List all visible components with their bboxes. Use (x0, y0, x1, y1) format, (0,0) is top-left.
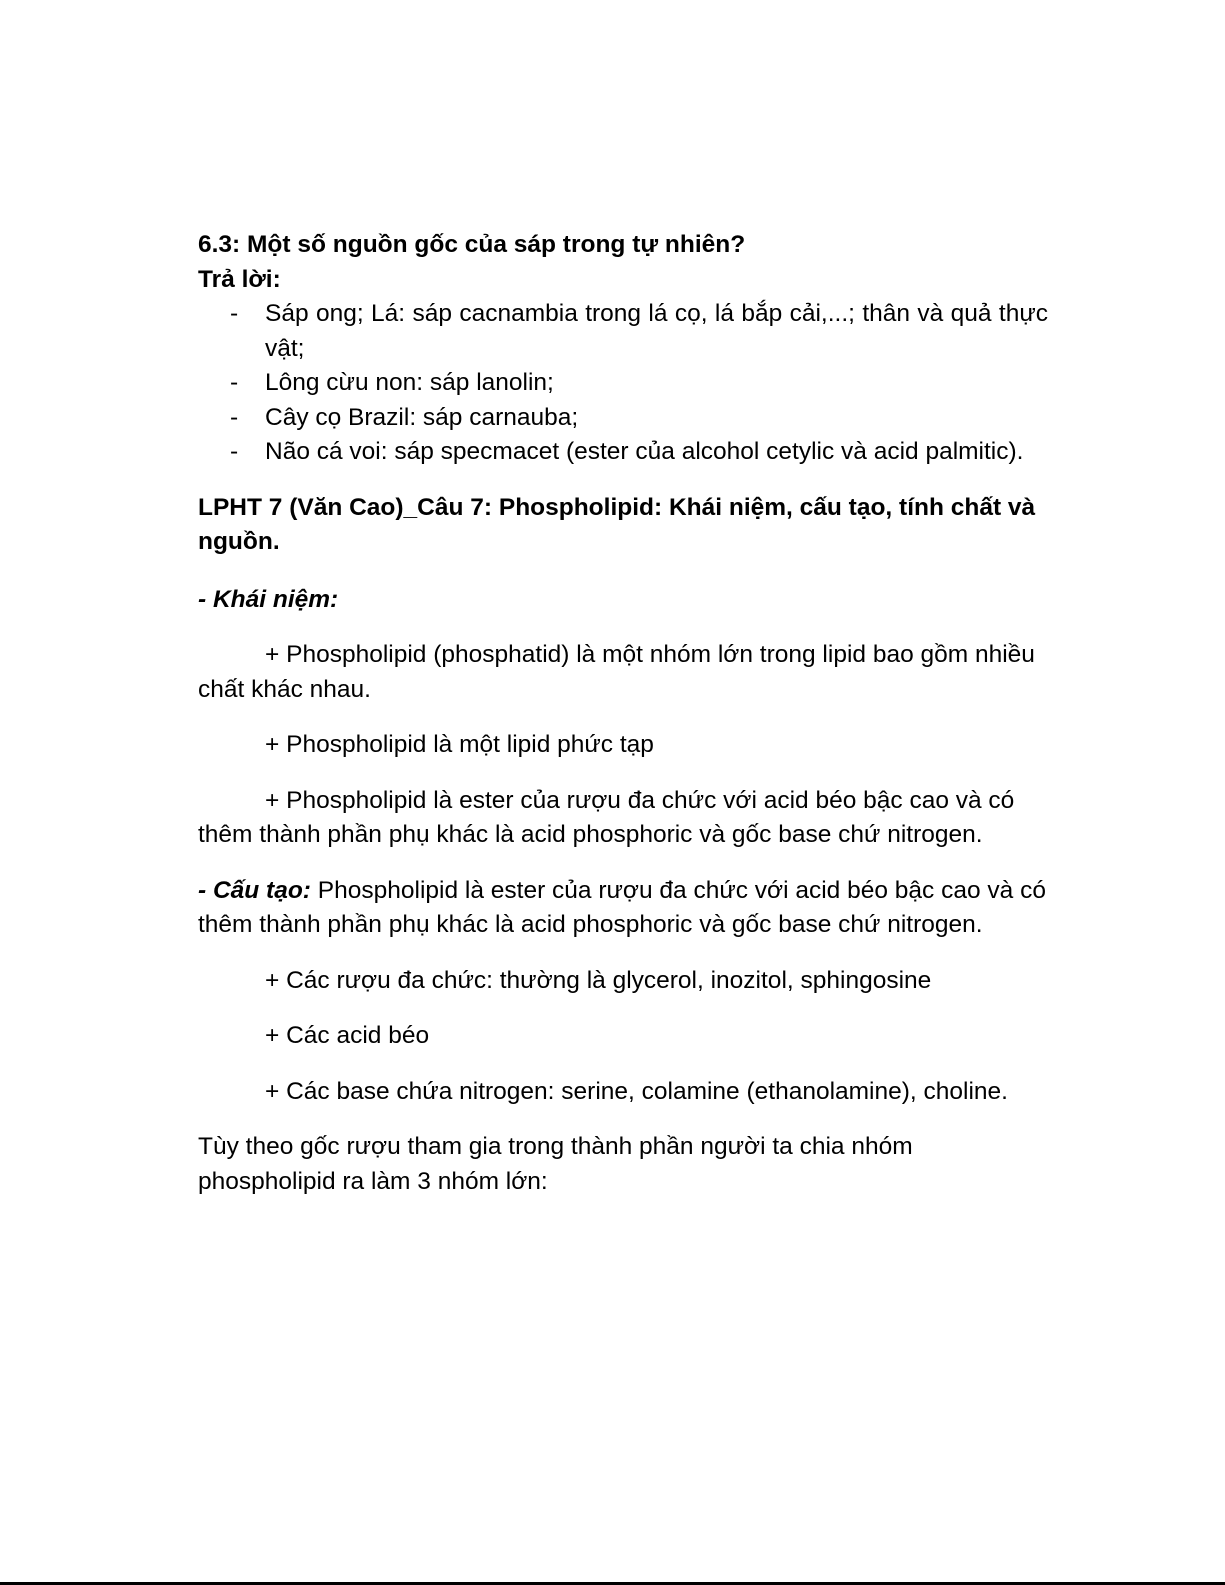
concept-point: + Phospholipid (phosphatid) là một nhóm lớn trong lipid bao gồm nhiều chất khác nhau. (198, 641, 1035, 703)
concept-heading: - Khái niệm: (198, 585, 339, 613)
section-title: LPHT 7 (Văn Cao)_Câu 7: Phospholipid: Khái niệm, cấu tạo, tính chất và nguồn. (198, 493, 1036, 555)
structure-point: + Các acid béo (265, 1022, 430, 1049)
list-item-text: Cây cọ Brazil: sáp carnauba; (265, 403, 579, 431)
list-dash: - (230, 300, 239, 327)
closing-paragraph: Tùy theo gốc rượu tham gia trong thành phần người ta chia nhóm phospholipid ra làm 3 nhóm lớn: (198, 1133, 913, 1195)
list-item-text: Não cá voi: sáp specmacet (ester của alcohol cetylic và acid palmitic). (265, 438, 1024, 465)
answer-label: Trả lời: (198, 265, 281, 293)
sources-list (198, 297, 1048, 470)
structure-point: + Các base chứa nitrogen: serine, colamine (ethanolamine), choline. (265, 1077, 1008, 1105)
question-title: 6.3: Một số nguồn gốc của sáp trong tự nhiên? (198, 231, 746, 258)
list-dash: - (230, 403, 239, 431)
list-item-text: Sáp ong; Lá: sáp cacnambia trong lá cọ, lá bắp cải,...; thân và quả thực vật; (265, 300, 1048, 362)
structure-heading: - Cấu tạo: (198, 876, 311, 904)
concept-point: + Phospholipid là ester của rượu đa chức với acid béo bậc cao và có thêm thành phần phụ khác là acid phosphoric và gốc base chứ nitrogen. (198, 786, 1015, 848)
list-dash: - (230, 438, 239, 465)
structure-paragraph (198, 874, 1048, 943)
structure-text: Phospholipid là ester của rượu đa chức với acid béo bậc cao và có thêm thành phần phụ khác là acid phosphoric và gốc base chứ nitrogen. (198, 876, 1046, 938)
document-page (198, 228, 1048, 1199)
list-item (198, 297, 1048, 366)
list-item (198, 366, 1048, 401)
list-item-text: Lông cừu non: sáp lanolin; (265, 369, 554, 396)
concept-point: + Phospholipid là một lipid phức tạp (265, 731, 654, 758)
list-item (198, 435, 1048, 470)
list-dash: - (230, 369, 239, 396)
structure-point: + Các rượu đa chức: thường là glycerol, inozitol, sphingosine (265, 966, 932, 994)
list-item (198, 401, 1048, 436)
